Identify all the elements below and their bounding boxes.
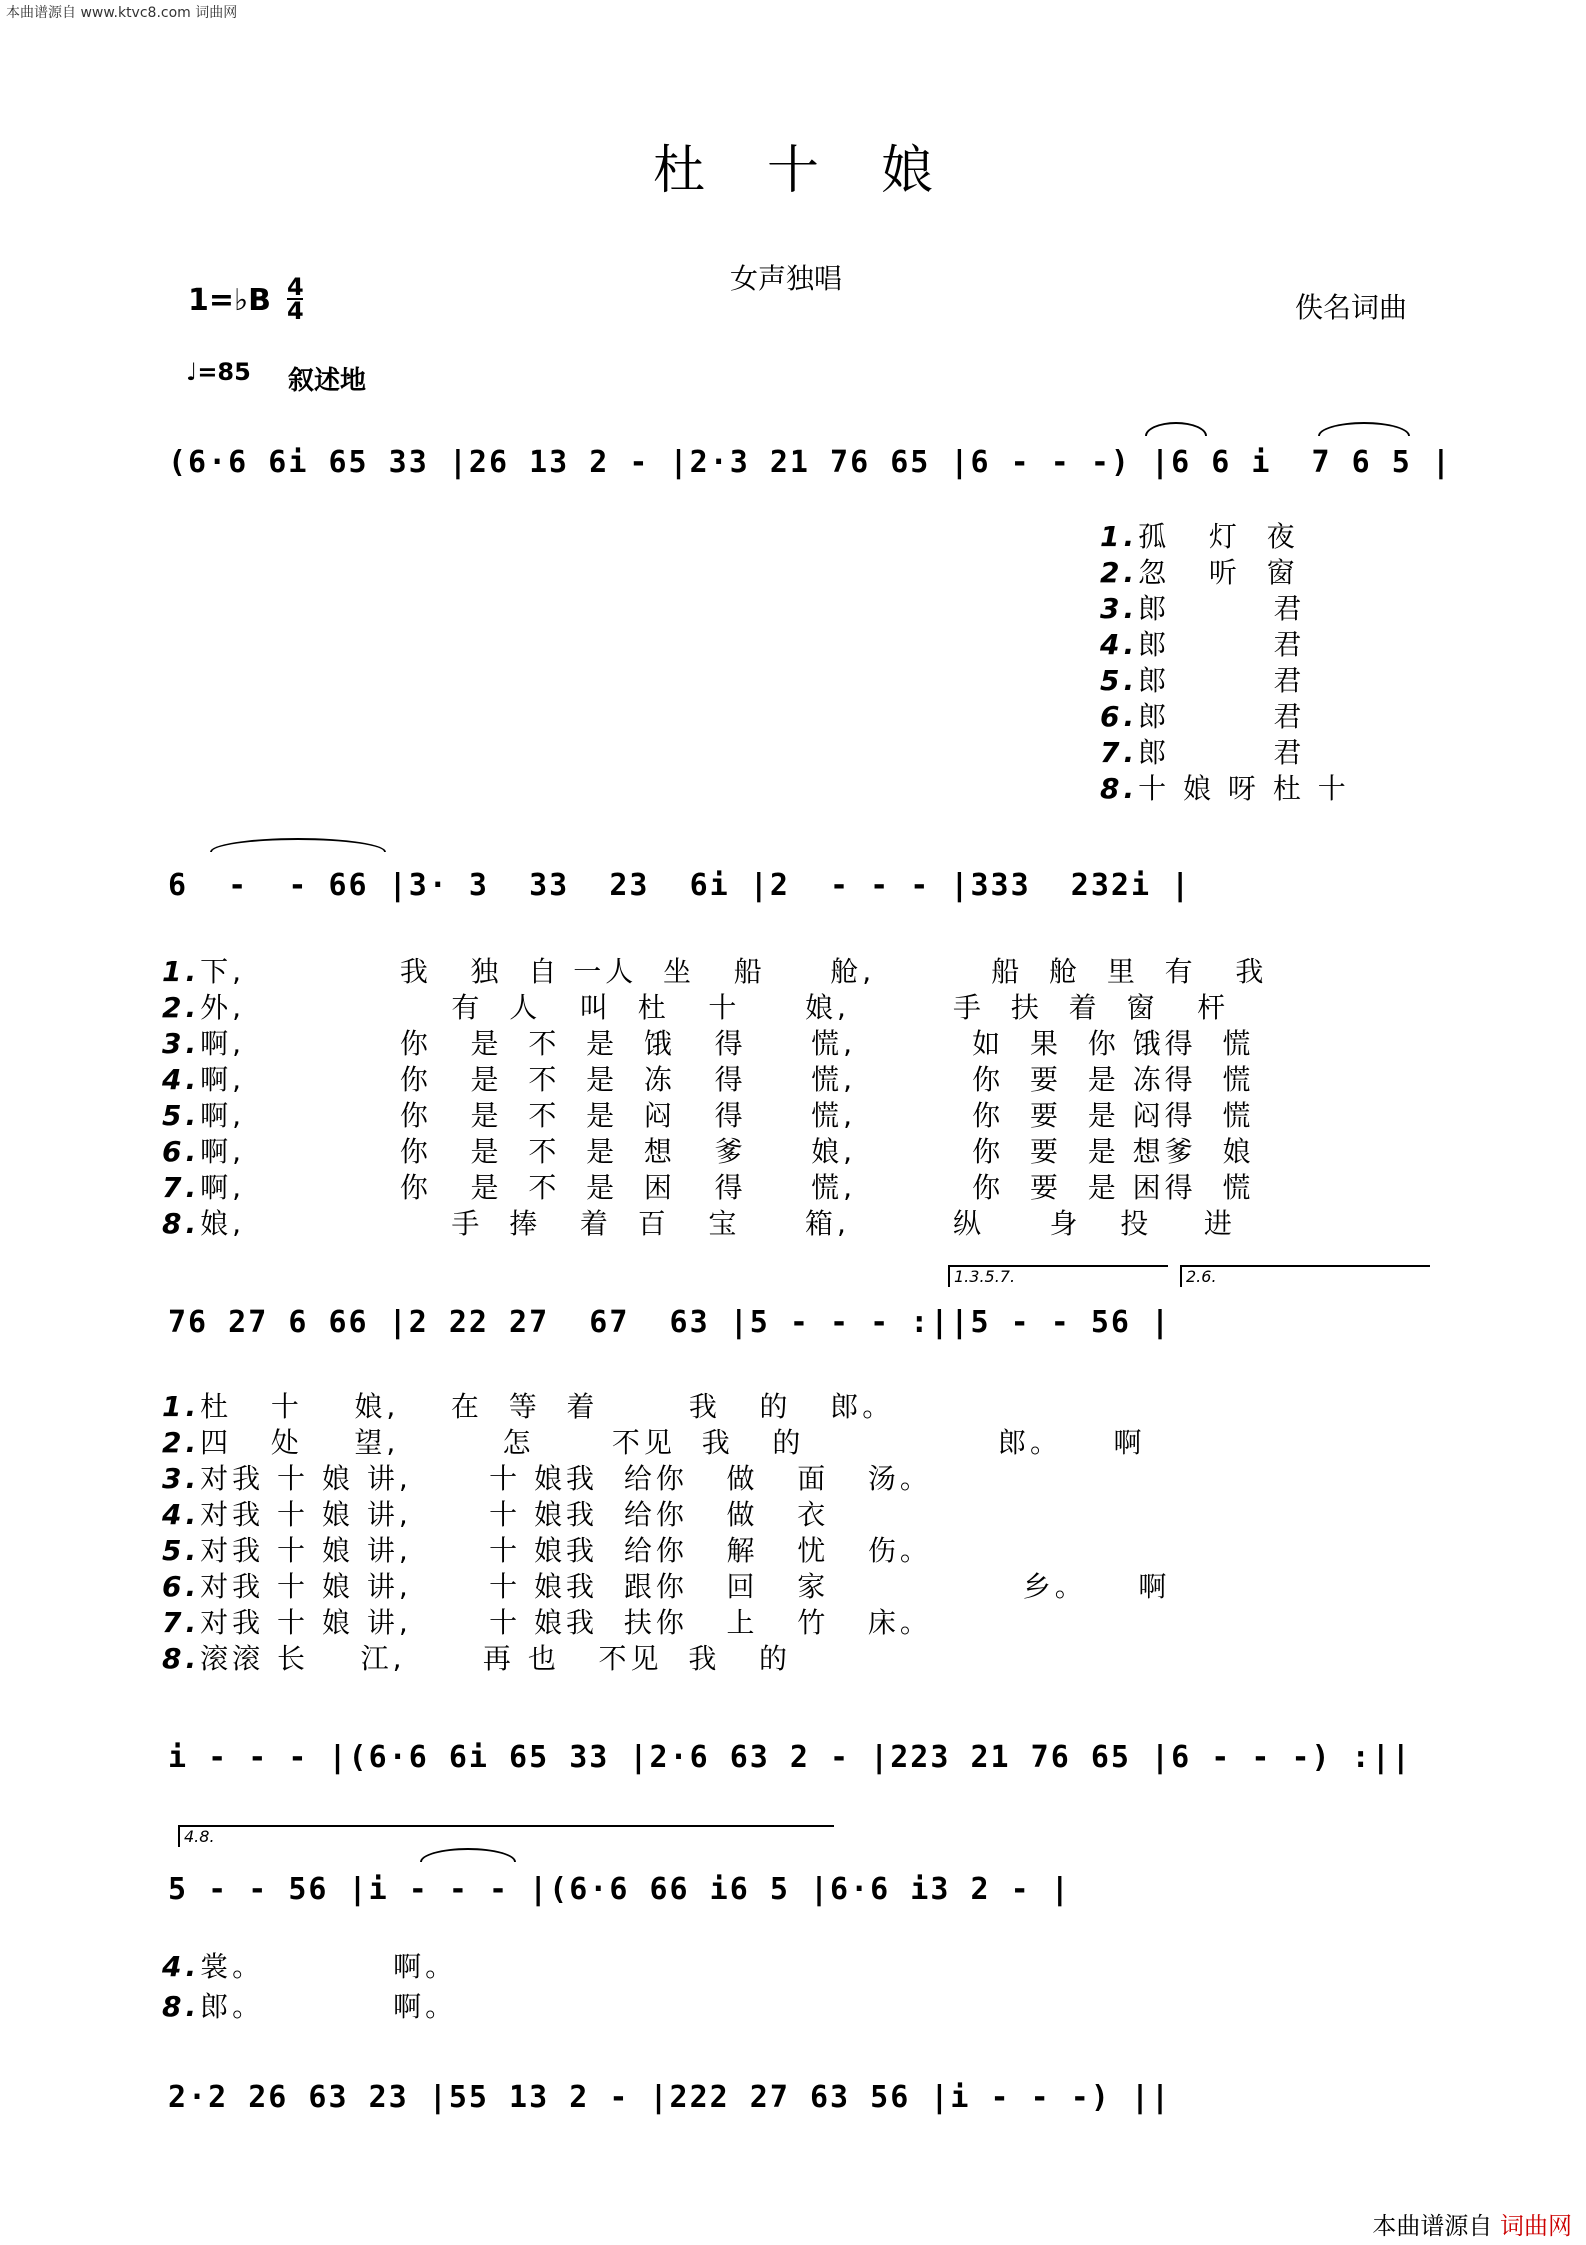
tie-mark [1318, 422, 1410, 436]
lyric-line [162, 1166, 1254, 1206]
lyric-text: 啊, 你 是 不 是 闷 得 慌, 你 要 是 闷得 慌 [200, 1099, 1255, 1132]
lyric-line [162, 1637, 791, 1677]
verse-number: 8. [162, 1207, 201, 1240]
lyric-text: 下, 我 独 自 一人 坐 船 舱, 船 舱 里 有 我 [200, 955, 1268, 988]
lyric-text: 忽 听 窗 [1138, 556, 1299, 589]
volta-3: 4.8. [178, 1825, 834, 1847]
lyric-text: 滚滚 长 江, 再 也 不见 我 的 [200, 1642, 792, 1675]
lyric-line [1100, 551, 1299, 591]
verse-number: 6. [162, 1135, 201, 1168]
verse-number: 7. [162, 1606, 201, 1639]
staff-notes: i - - - |(6·6 6i 65 33 |2·6 63 2 - |223 21 76 65 |6 - - -) :|| [168, 1740, 1412, 1775]
lyric-line [162, 1094, 1254, 1134]
verse-number: 7. [1100, 736, 1139, 769]
time-signature-top: 4 [287, 273, 304, 301]
verse-number: 1. [1100, 520, 1139, 553]
lyric-text: 对我 十 娘 讲, 十 娘我 给你 做 衣 [200, 1498, 830, 1531]
verse-number: 4. [162, 1063, 201, 1096]
lyric-line [162, 1529, 932, 1569]
lyric-line [162, 950, 1267, 990]
verse-number: 2. [162, 991, 201, 1024]
verse-number: 4. [162, 1498, 201, 1531]
tie-mark [1145, 422, 1207, 436]
lyric-line [1100, 623, 1305, 663]
verse-number: 3. [1100, 592, 1139, 625]
lyric-text: 对我 十 娘 讲, 十 娘我 跟你 回 家 乡。 啊 [200, 1570, 1171, 1603]
lyric-text: 裳。 啊。 [200, 1950, 458, 1983]
verse-number: 8. [162, 1642, 201, 1675]
lyric-text: 郎 君 [1138, 700, 1306, 733]
watermark-top: 本曲谱源自 www.ktvc8.com 词曲网 [6, 5, 238, 21]
expression-marking: 叙述地 [288, 366, 367, 396]
lyric-line [1100, 731, 1305, 771]
lyric-text: 对我 十 娘 讲, 十 娘我 给你 解 忧 伤。 [200, 1534, 932, 1567]
lyric-text: 啊, 你 是 不 是 困 得 慌, 你 要 是 困得 慌 [200, 1171, 1255, 1204]
verse-number: 5. [162, 1099, 201, 1132]
lyric-line [162, 1457, 932, 1497]
lyric-line [162, 1385, 894, 1425]
watermark-bottom-a: 本曲谱源自 [1372, 2212, 1493, 2240]
staff-notes: 5 - - 56 |i - - - |(6·6 66 i6 5 |6·6 i3 2 - | [168, 1872, 1071, 1907]
lyric-text: 十 娘 呀 杜 十 [1138, 772, 1350, 805]
staff-notes: 6 - - 66 |3· 3 33 23 6i |2 - - - |333 232i | [168, 868, 1192, 903]
lyric-line [162, 1202, 1236, 1242]
song-title: 杜十娘 [652, 141, 995, 201]
tie-mark [210, 838, 386, 852]
lyric-line [162, 1058, 1254, 1098]
lyric-line [162, 1945, 457, 1985]
time-signature [287, 273, 304, 325]
lyric-text: 啊, 你 是 不 是 冻 得 慌, 你 要 是 冻得 慌 [200, 1063, 1255, 1096]
composer-label: 佚名词曲 [1295, 291, 1408, 324]
lyric-text: 啊, 你 是 不 是 饿 得 慌, 如 果 你 饿得 慌 [200, 1027, 1255, 1060]
lyric-text: 啊, 你 是 不 是 想 爹 娘, 你 要 是 想爹 娘 [200, 1135, 1255, 1168]
performer-label: 女声独唱 [730, 262, 843, 295]
verse-number: 3. [162, 1462, 201, 1495]
key-signature: 1=♭B [188, 283, 272, 318]
lyric-text: 对我 十 娘 讲, 十 娘我 扶你 上 竹 床。 [200, 1606, 932, 1639]
watermark-bottom-b: 词曲网 [1500, 2212, 1572, 2240]
lyric-line [162, 1493, 829, 1533]
lyric-line [162, 1022, 1254, 1062]
staff-notes: 2·2 26 63 23 |55 13 2 - |222 27 63 56 |i - - -) || [168, 2080, 1172, 2115]
lyric-line [162, 1601, 932, 1641]
lyric-line [162, 1985, 457, 2025]
verse-number: 4. [162, 1950, 201, 1983]
tempo-marking: ♩=85 [186, 358, 251, 386]
volta-1: 1.3.5.7. [948, 1265, 1168, 1287]
lyric-text: 外, 有 人 叫 杜 十 娘, 手 扶 着 窗 杆 [200, 991, 1230, 1024]
time-signature-bottom: 4 [287, 297, 304, 325]
verse-number: 7. [162, 1171, 201, 1204]
lyric-text: 娘, 手 捧 着 百 宝 箱, 纵 身 投 进 [200, 1207, 1236, 1240]
verse-number: 2. [162, 1426, 201, 1459]
lyric-line [1100, 587, 1305, 627]
verse-number: 6. [1100, 700, 1139, 733]
verse-number: 8. [162, 1990, 201, 2023]
lyric-text: 对我 十 娘 讲, 十 娘我 给你 做 面 汤。 [200, 1462, 932, 1495]
lyric-text: 孤 灯 夜 [1138, 520, 1299, 553]
volta-2: 2.6. [1180, 1265, 1430, 1287]
verse-number: 4. [1100, 628, 1139, 661]
lyric-line [1100, 659, 1305, 699]
lyric-text: 郎 君 [1138, 628, 1306, 661]
staff-notes: 76 27 6 66 |2 22 27 67 63 |5 - - - :||5 - - 56 | [168, 1305, 1172, 1340]
verse-number: 8. [1100, 772, 1139, 805]
lyric-line [162, 986, 1229, 1026]
verse-number: 1. [162, 955, 201, 988]
lyric-line [1100, 515, 1299, 555]
lyric-line [162, 1130, 1254, 1170]
verse-number: 2. [1100, 556, 1139, 589]
lyric-text: 四 处 望, 怎 不见 我 的 郎。 啊 [200, 1426, 1146, 1459]
verse-number: 1. [162, 1390, 201, 1423]
watermark-bottom [1372, 2206, 1572, 2241]
verse-number: 5. [1100, 664, 1139, 697]
verse-number: 3. [162, 1027, 201, 1060]
lyric-text: 郎。 啊。 [200, 1990, 458, 2023]
lyric-text: 郎 君 [1138, 664, 1306, 697]
verse-number: 5. [162, 1534, 201, 1567]
verse-number: 6. [162, 1570, 201, 1603]
lyric-line [162, 1421, 1146, 1461]
tie-mark [420, 1848, 516, 1862]
lyric-line [1100, 767, 1350, 807]
lyric-line [1100, 695, 1305, 735]
lyric-text: 郎 君 [1138, 736, 1306, 769]
staff-notes: (6·6 6i 65 33 |26 13 2 - |2·3 21 76 65 |6 - - -) |6 6 i 7 6 5 | [168, 445, 1452, 480]
lyric-line [162, 1565, 1170, 1605]
lyric-text: 郎 君 [1138, 592, 1306, 625]
lyric-text: 杜 十 娘, 在 等 着 我 的 郎。 [200, 1390, 895, 1423]
